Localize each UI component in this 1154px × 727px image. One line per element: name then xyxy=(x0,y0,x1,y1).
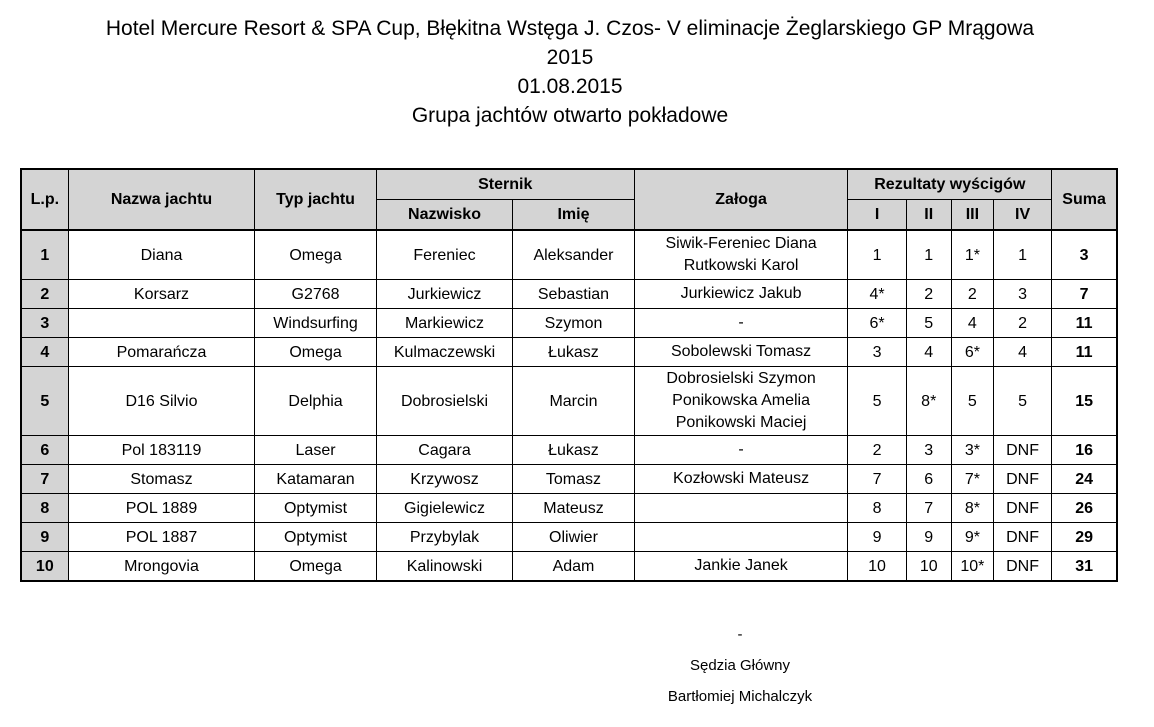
race-4-cell: 5 xyxy=(993,367,1051,436)
crew-cell xyxy=(634,280,848,309)
race-2-cell: 1 xyxy=(906,230,951,280)
yacht-name-cell: POL 1889 xyxy=(68,494,255,523)
crew-member: Jurkiewicz Jakub xyxy=(680,285,802,302)
header-race-1: I xyxy=(848,200,906,231)
sum-cell: 26 xyxy=(1052,494,1117,523)
crew-member: Dobrosielski Szymon xyxy=(666,370,816,387)
header-yacht-type: Typ jachtu xyxy=(255,169,376,230)
yacht-name-cell: Pomarańcza xyxy=(68,338,255,367)
yacht-type-cell: Omega xyxy=(255,338,376,367)
lp-cell: 9 xyxy=(21,523,68,552)
table-row xyxy=(21,309,1117,338)
yacht-name-cell: Pol 183119 xyxy=(68,436,255,465)
header-race-4: IV xyxy=(993,200,1051,231)
document-header xyxy=(0,14,1140,130)
sum-cell: 3 xyxy=(1052,230,1117,280)
surname-cell: Krzywosz xyxy=(376,465,512,494)
table-row xyxy=(21,230,1117,280)
sum-cell: 16 xyxy=(1052,436,1117,465)
surname-cell: Cagara xyxy=(376,436,512,465)
race-1-cell: 3 xyxy=(848,338,906,367)
header-skipper: Sternik xyxy=(376,169,634,200)
race-3-cell: 2 xyxy=(951,280,993,309)
crew-member: Sobolewski Tomasz xyxy=(670,343,812,360)
firstname-cell: Łukasz xyxy=(513,338,634,367)
crew-cell xyxy=(634,494,848,523)
header-race-2: II xyxy=(906,200,951,231)
crew-member: Rutkowski Karol xyxy=(683,257,799,274)
race-1-cell: 5 xyxy=(848,367,906,436)
race-2-cell: 9 xyxy=(906,523,951,552)
race-3-cell: 1* xyxy=(951,230,993,280)
yacht-type-cell: Katamaran xyxy=(255,465,376,494)
race-4-cell: 2 xyxy=(993,309,1051,338)
crew-member: Siwik-Fereniec Diana xyxy=(665,235,817,252)
firstname-cell: Łukasz xyxy=(513,436,634,465)
yacht-type-cell: Omega xyxy=(255,552,376,582)
table-row xyxy=(21,436,1117,465)
crew-cell xyxy=(634,465,848,494)
table-row xyxy=(21,465,1117,494)
firstname-cell: Mateusz xyxy=(513,494,634,523)
header-crew: Załoga xyxy=(634,169,848,230)
crew-cell xyxy=(634,552,848,582)
race-1-cell: 1 xyxy=(848,230,906,280)
judge-title: Sędzia Główny xyxy=(689,657,791,674)
sum-cell: 7 xyxy=(1052,280,1117,309)
race-1-cell: 9 xyxy=(848,523,906,552)
firstname-cell: Aleksander xyxy=(513,230,634,280)
yacht-name-cell: POL 1887 xyxy=(68,523,255,552)
firstname-cell: Szymon xyxy=(513,309,634,338)
results-table xyxy=(20,168,1118,582)
race-3-cell: 3* xyxy=(951,436,993,465)
race-3-cell: 8* xyxy=(951,494,993,523)
header-firstname: Imię xyxy=(513,200,634,231)
lp-cell: 3 xyxy=(21,309,68,338)
race-4-cell: DNF xyxy=(993,465,1051,494)
crew-member: - xyxy=(738,314,744,331)
group-title: Grupa jachtów otwarto pokładowe xyxy=(411,104,729,127)
surname-cell: Kalinowski xyxy=(376,552,512,582)
crew-member: Kozłowski Mateusz xyxy=(673,470,810,487)
yacht-name-cell: Mrongovia xyxy=(68,552,255,582)
crew-member: - xyxy=(738,441,744,458)
header-surname: Nazwisko xyxy=(376,200,512,231)
race-2-cell: 8* xyxy=(906,367,951,436)
race-3-cell: 5 xyxy=(951,367,993,436)
race-4-cell: 1 xyxy=(993,230,1051,280)
crew-member: Ponikowski Maciej xyxy=(675,414,807,431)
race-3-cell: 7* xyxy=(951,465,993,494)
firstname-cell: Marcin xyxy=(513,367,634,436)
surname-cell: Jurkiewicz xyxy=(376,280,512,309)
surname-cell: Kulmaczewski xyxy=(376,338,512,367)
race-4-cell: DNF xyxy=(993,552,1051,582)
race-2-cell: 5 xyxy=(906,309,951,338)
surname-cell: Fereniec xyxy=(376,230,512,280)
surname-cell: Gigielewicz xyxy=(376,494,512,523)
lp-cell: 8 xyxy=(21,494,68,523)
yacht-name-cell: D16 Silvio xyxy=(68,367,255,436)
race-2-cell: 2 xyxy=(906,280,951,309)
title-line-2: 2015 xyxy=(546,46,594,69)
yacht-name-cell: Diana xyxy=(68,230,255,280)
race-3-cell: 10* xyxy=(951,552,993,582)
sum-cell: 29 xyxy=(1052,523,1117,552)
race-4-cell: 4 xyxy=(993,338,1051,367)
crew-cell xyxy=(634,436,848,465)
crew-cell xyxy=(634,523,848,552)
race-3-cell: 4 xyxy=(951,309,993,338)
sum-cell: 15 xyxy=(1052,367,1117,436)
table-row xyxy=(21,280,1117,309)
table-row xyxy=(21,523,1117,552)
header-race-3: III xyxy=(951,200,993,231)
race-2-cell: 7 xyxy=(906,494,951,523)
yacht-type-cell: Optymist xyxy=(255,494,376,523)
yacht-type-cell: Optymist xyxy=(255,523,376,552)
firstname-cell: Oliwier xyxy=(513,523,634,552)
race-1-cell: 8 xyxy=(848,494,906,523)
crew-member: Ponikowska Amelia xyxy=(672,392,810,409)
sum-cell: 31 xyxy=(1052,552,1117,582)
table-row xyxy=(21,494,1117,523)
yacht-name-cell: Stomasz xyxy=(68,465,255,494)
crew-cell xyxy=(634,367,848,436)
lp-cell: 10 xyxy=(21,552,68,582)
yacht-name-cell xyxy=(68,309,255,338)
lp-cell: 2 xyxy=(21,280,68,309)
judge-name: Bartłomiej Michalczyk xyxy=(667,688,813,705)
race-1-cell: 6* xyxy=(848,309,906,338)
lp-cell: 7 xyxy=(21,465,68,494)
race-4-cell: DNF xyxy=(993,436,1051,465)
yacht-name-cell: Korsarz xyxy=(68,280,255,309)
race-1-cell: 2 xyxy=(848,436,906,465)
race-2-cell: 6 xyxy=(906,465,951,494)
race-1-cell: 4* xyxy=(848,280,906,309)
lp-cell: 6 xyxy=(21,436,68,465)
race-2-cell: 3 xyxy=(906,436,951,465)
sum-cell: 24 xyxy=(1052,465,1117,494)
firstname-cell: Sebastian xyxy=(513,280,634,309)
firstname-cell: Adam xyxy=(513,552,634,582)
yacht-type-cell: G2768 xyxy=(255,280,376,309)
title-line-1: Hotel Mercure Resort & SPA Cup, Błękitna Wstęga J. Czos- V eliminacje Żeglarskiego GP Mrągowa xyxy=(105,17,1035,40)
sum-cell: 11 xyxy=(1052,309,1117,338)
surname-cell: Przybylak xyxy=(376,523,512,552)
table-row xyxy=(21,367,1117,436)
surname-cell: Markiewicz xyxy=(376,309,512,338)
race-3-cell: 9* xyxy=(951,523,993,552)
race-1-cell: 10 xyxy=(848,552,906,582)
crew-cell xyxy=(634,338,848,367)
race-1-cell: 7 xyxy=(848,465,906,494)
header-lp: L.p. xyxy=(21,169,68,230)
race-3-cell: 6* xyxy=(951,338,993,367)
header-sum: Suma xyxy=(1052,169,1117,230)
lp-cell: 5 xyxy=(21,367,68,436)
race-2-cell: 10 xyxy=(906,552,951,582)
table-row xyxy=(21,552,1117,582)
crew-cell xyxy=(634,230,848,280)
date: 01.08.2015 xyxy=(517,75,623,98)
footer-dash: - xyxy=(737,626,743,643)
yacht-type-cell: Delphia xyxy=(255,367,376,436)
header-race-results: Rezultaty wyścigów xyxy=(848,169,1052,200)
crew-member: Jankie Janek xyxy=(694,557,788,574)
header-yacht-name: Nazwa jachtu xyxy=(68,169,255,230)
lp-cell: 4 xyxy=(21,338,68,367)
race-4-cell: DNF xyxy=(993,494,1051,523)
table-row xyxy=(21,338,1117,367)
yacht-type-cell: Omega xyxy=(255,230,376,280)
crew-cell xyxy=(634,309,848,338)
surname-cell: Dobrosielski xyxy=(376,367,512,436)
race-4-cell: 3 xyxy=(993,280,1051,309)
race-4-cell: DNF xyxy=(993,523,1051,552)
firstname-cell: Tomasz xyxy=(513,465,634,494)
yacht-type-cell: Laser xyxy=(255,436,376,465)
sum-cell: 11 xyxy=(1052,338,1117,367)
lp-cell: 1 xyxy=(21,230,68,280)
race-2-cell: 4 xyxy=(906,338,951,367)
yacht-type-cell: Windsurfing xyxy=(255,309,376,338)
